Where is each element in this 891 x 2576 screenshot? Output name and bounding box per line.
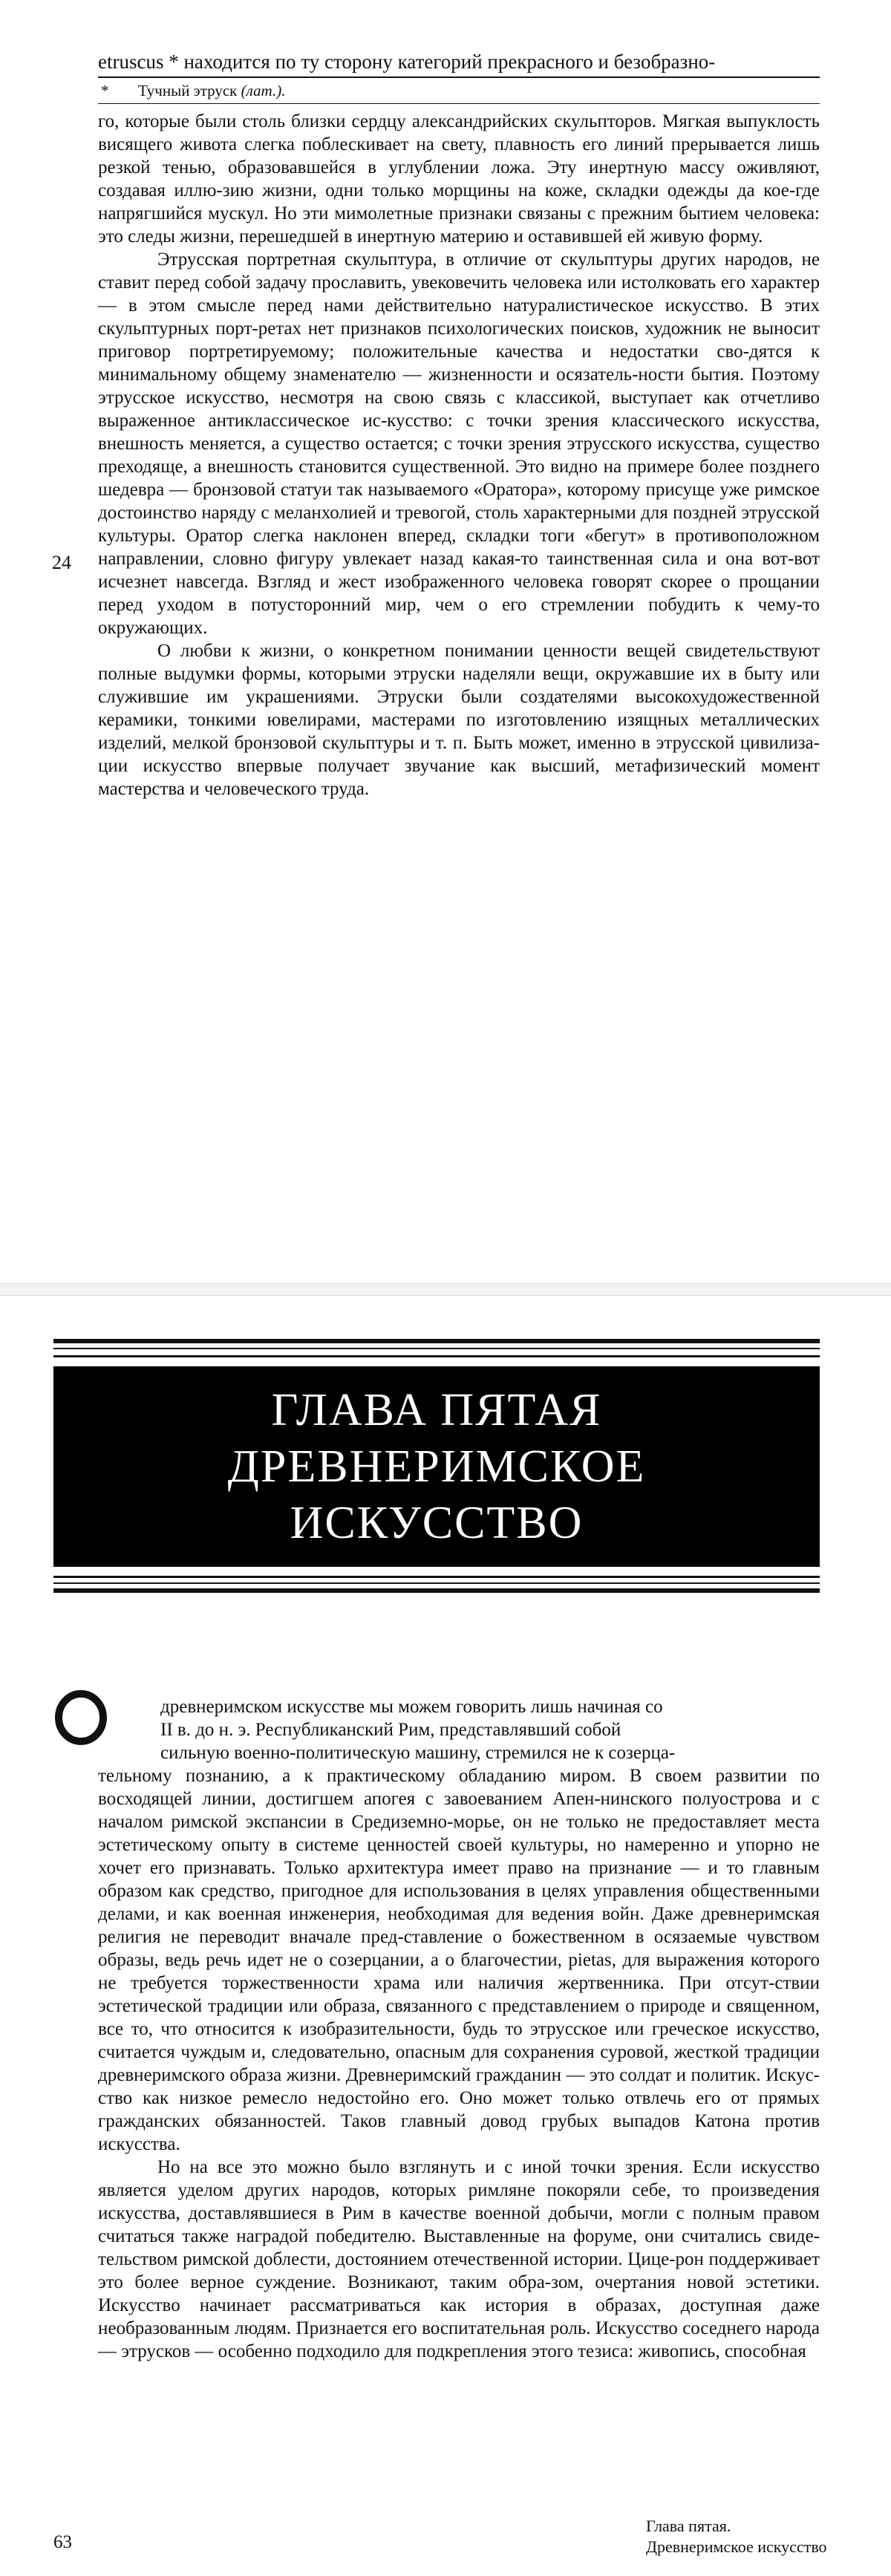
paragraph: го, которые были столь близки сердцу александрийских скульпторов. Мягкая выпуклость висящего живота слегка поблескивает на свету, плавность его линий прерывается лишь резкой тенью, образовавшейся в углублении ложа. Эту инертную массу оживляют, создавая иллю-зию жизни, одни только морщины на коже, складки одежды да кое-где напрягшийся мускул. Но эти мимолетные признаки связаны с прежним бытием человека: это следы жизни, перешедшей в инертную материю и оставившей ей живую форму. bbox=[98, 111, 820, 247]
body-text bbox=[98, 110, 820, 800]
running-head-rule bbox=[98, 76, 820, 78]
running-head: etruscus * находится по ту сторону категорий прекрасного и безобразно- bbox=[98, 50, 716, 73]
body-text-bottom bbox=[98, 1695, 820, 2363]
footer-chapter bbox=[646, 2516, 827, 2557]
folio-page-number: 63 bbox=[53, 2532, 72, 2552]
lead-line: II в. до н. э. Республиканский Рим, представлявший собой bbox=[160, 1720, 621, 1740]
paragraph: Этрусская портретная скульптура, в отличие от скульптуры других народов, не ставит перед собой задачу прославить, увековечить человека или истолковать его характер — в этом смысле перед нами действительно натуралистическое искусство. В этих скульптурных порт-ретах нет признаков психологических поисков, художник не выносит приговор портретируемому; положительные качества и недостатки сво-дятся к минимальному общему знаменателю — жизненности и осязатель-ности бытия. Поэтому этрусское искусство, несмотря на свою связь с классикой, выступает как отчетливо выраженное антиклассическое ис-кусство: с точки зрения классического искусства, внешность меняется, а существо остается; с точки зрения этрусского искусства, существо преходяще, а внешность становится существенной. Это видно на примере более позднего шедевра — бронзовой статуи так называемого «Оратора», которому присуще уже римское достоинство наряду с меланхолией и тревогой, столь характерными для поздней этрусской культуры. Оратор слегка наклонен вперед, складки тоги «бегут» в противоположном направлении, словно фигуру увлекает назад какая-то таинственная сила и она вот-вот исчезнет навсегда. Взгляд и жест изображенного человека говорят скорее о прощании перед уходом в потусторонний мир, чем о его стремлении побудить к чему-то окружающих. bbox=[98, 250, 820, 638]
first-paragraph bbox=[98, 1695, 820, 2156]
top-page bbox=[0, 0, 891, 1283]
paragraph: О любви к жизни, о конкретном понимании ценности вещей свидетельствуют полные выдумки формы, которыми этруски наделяли вещи, окружавшие их в быту или служившие им украшениями. Этруски были создателями высокохудожественной керамики, тонкими ювелирами, мастерами по изготовлению изящных металлических изделий, мелкой бронзовой скульптуры и т. п. Быть может, именно в этрусской цивилиза-ции искусство впервые получает звучание как высший, метафизический момент мастерства и человеческого труда. bbox=[98, 641, 820, 799]
footnote-mark: * bbox=[101, 82, 109, 100]
chapter-title-line: ГЛАВА ПЯТАЯ bbox=[271, 1385, 602, 1435]
paragraph-continuation: тельному познанию, а к практическому обладанию миром. В своем развитии по восходящей линии, достигшем апогея с завоеванием Апен-нинского полуострова и с началом римской экспансии в Средиземно-морье, он не только не предоставляет места эстетическому опыту в системе ценностей своей культуры, но намеренно и упорно не хочет его признавать. Только архитектура имеет право на признание — и то главным образом как средство, пригодное для использования в целях управления общественными делами, и как военная инженерия, необходимая для ведения войн. Даже древнеримская религия не переводит вначале пред-ставление о божественном в осязаемые чувством образы, ведь речь идет не о созерцании, а о благочестии, pietas, для выражения которого не требуется торжественности храма или наличия жертвенника. При отсут-ствии эстетической традиции или образа, связанного с представлением о природе и священном, все то, что относится к изобразительности, будь то этрусское или греческое искусство, считается чуждым и, следовательно, опасным для сохранения суровой, жесткой традиции древнеримского образа жизни. Древнеримский гражданин — это солдат и политик. Искус-ство как низкое ремесло недостойно его. Оно может только отвлечь его от прямых гражданских обязанностей. Таков главный довод грубых выпадов Катона против искусства. bbox=[98, 1766, 820, 2154]
chapter-heading bbox=[53, 1366, 820, 1567]
lead-line: древнеримском искусстве мы можем говорить лишь начиная со bbox=[160, 1697, 663, 1717]
chapter-rule-top-inner bbox=[53, 1355, 820, 1357]
chapter-rule-bottom-thick bbox=[53, 1588, 820, 1593]
footnote-abbr: (лат.). bbox=[241, 82, 286, 100]
page-separator bbox=[0, 1283, 891, 1296]
chapter-title-line: ИСКУССТВО bbox=[290, 1498, 584, 1548]
footer-chapter-line: Древнеримское искусство bbox=[646, 2537, 827, 2556]
chapter-rule-bottom-thin bbox=[53, 1582, 820, 1584]
footnote-text: Тучный этруск bbox=[138, 82, 241, 100]
chapter-rule-top-thin bbox=[53, 1348, 820, 1349]
footnote bbox=[101, 80, 769, 101]
margin-page-number: 24 bbox=[52, 552, 71, 573]
chapter-rule-top-thick bbox=[53, 1339, 820, 1343]
drop-cap-letter: О bbox=[79, 1720, 82, 1724]
lead-line: сильную военно-политическую машину, стремился не к созерца- bbox=[160, 1743, 676, 1763]
chapter-title-line: ДРЕВНЕРИМСКОЕ bbox=[227, 1441, 646, 1492]
footer-chapter-line: Глава пятая. bbox=[646, 2517, 731, 2535]
footnote-rule bbox=[98, 103, 820, 104]
chapter-rule-bottom-inner bbox=[53, 1576, 820, 1578]
paragraph: Но на все это можно было взглянуть и с иной точки зрения. Если искусство является уделом других народов, которых римляне покоряли себе, то произведения искусства, доставлявшиеся в Рим в качестве военной добычи, могли с полным правом считаться также наградой победителю. Выставленные на форуме, они считались свиде-тельством римской доблести, достоянием отечественной истории. Цице-рон поддерживает это более верное суждение. Возникают, таким обра-зом, очертания новой эстетики. Искусство начинает рассматриваться как история в образах, доступная даже необразованным людям. Признается его воспитательная роль. Искусство соседнего народа — этрусков — особенно подходило для подкрепления этого тезиса: живопись, способная bbox=[98, 2157, 820, 2361]
